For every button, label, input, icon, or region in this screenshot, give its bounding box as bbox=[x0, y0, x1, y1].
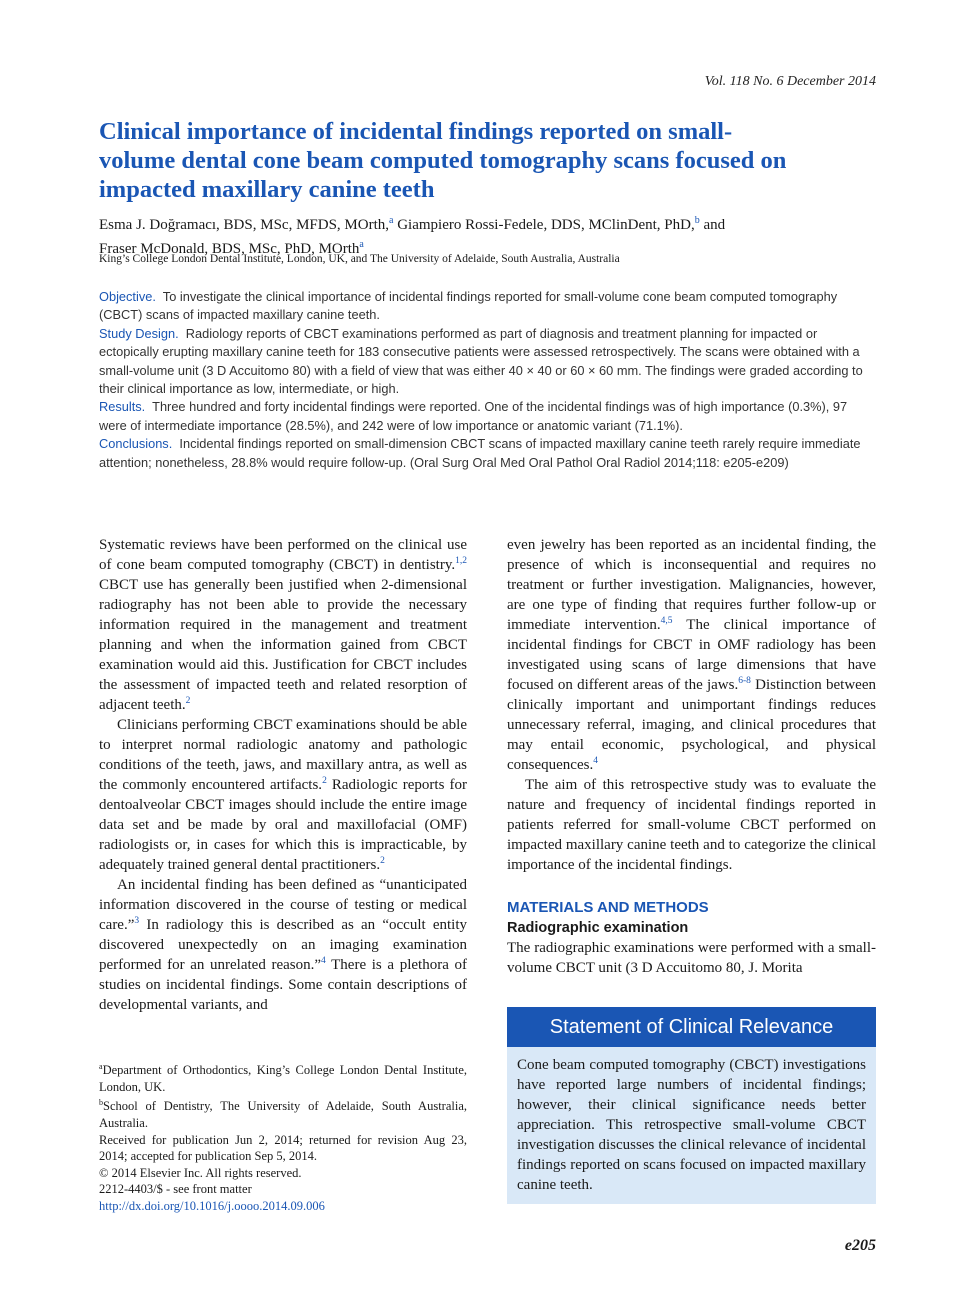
body-paragraph: The aim of this retrospective study was to evaluate the nature and frequency of incidental findings reported in patients referred for small-volume CBCT performed on impacted maxillary canine teeth and to categorize the clinical importance of the incidental findings. bbox=[507, 777, 876, 873]
received-dates: Received for publication Jun 2, 2014; returned for revision Aug 23, 2014; accepted for publication Sep 5, 2014. bbox=[99, 1132, 467, 1164]
body-text: even jewelry has been reported as an incidental finding, the presence of which is inconsequential and requires no treatment or further investigation. Malignancies, however, are one type of finding that requires further follow-up or immediate intervention. bbox=[507, 537, 876, 633]
body-text: Radiologic reports for dentoalveolar CBCT images should include the entire image data set and be made by oral and maxillofacial (OMF) radiologists or, in cases for which this is impracticable, by adequately trained general dental practitioners. bbox=[99, 777, 467, 873]
footnote-mark: a bbox=[99, 1062, 103, 1071]
copyright-line: © 2014 Elsevier Inc. All rights reserved. bbox=[99, 1165, 302, 1180]
journal-issue-info: Vol. 118 No. 6 December 2014 bbox=[704, 74, 876, 89]
citation-link[interactable]: 2 bbox=[380, 856, 385, 866]
abstract-results-label: Results. bbox=[99, 399, 146, 415]
body-text: Distinction between clinically important and unimportant findings reduces unnecessary referral, imaging, and clinical procedures that may entail economic, psychological, and physical consequences. bbox=[507, 677, 876, 773]
abstract-conclusions bbox=[99, 435, 876, 472]
author-3: Fraser McDonald, BDS, MSc, PhD, MOrth bbox=[99, 241, 360, 257]
section-heading: MATERIALS AND METHODS bbox=[507, 899, 709, 916]
footnote-mark: b bbox=[99, 1098, 103, 1108]
citation-link[interactable]: 2 bbox=[185, 696, 191, 706]
citation-link[interactable]: 3 bbox=[134, 916, 140, 926]
citation-link[interactable]: 4 bbox=[321, 956, 326, 966]
author-2-affiliation-mark[interactable]: b bbox=[694, 215, 700, 226]
body-column-left bbox=[99, 535, 467, 1015]
issn-line: 2212-4403/$ - see front matter bbox=[99, 1182, 252, 1197]
abstract-objective-text: To investigate the clinical importance of incidental findings reported for small-volume cone beam computed tomography (CBCT) scans of impacted maxillary canine teeth. bbox=[99, 289, 838, 323]
footnote-text: School of Dentistry, The University of Adelaide, South Australia, Australia. bbox=[99, 1099, 467, 1131]
body-text: The clinical importance of incidental findings for CBCT in OMF radiology has been investigated using scans of large dimensions that have focused on different areas of the jaws. bbox=[507, 617, 876, 693]
body-text: In radiology this is described as an “occult entity discovered unexpectedly on an imaging examination performed for an unrelated reason.” bbox=[99, 917, 467, 973]
doi-link[interactable]: http://dx.doi.org/10.1016/j.oooo.2014.09.006 bbox=[99, 1199, 325, 1214]
abstract-conclusions-text: Incidental findings reported on small-dimension CBCT scans of impacted maxillary canine teeth rarely require immediate attention; nonetheless, 28.8% would require follow-up. (Oral Surg Oral Med Oral Pathol Oral Radiol 2014;118: e205-e209) bbox=[99, 436, 861, 470]
body-text: There is a plethora of studies on incidental findings. Some contain descriptions of developmental variants, and bbox=[99, 957, 467, 1013]
abstract-objective-label: Objective. bbox=[99, 289, 156, 304]
abstract-study-design-text: Radiology reports of CBCT examinations performed as part of diagnosis and treatment planning for impacted or ectopically erupting maxillary canine teeth for 183 consecutive patients were assessed retrospectively. The scans were obtained with a small-volume unit (3 D Accuitomo 80) with a field of view that was either 40 × 40 or 60 × 60 mm. The findings were graded according to their clinical importance as low, intermediate, or high. bbox=[99, 325, 863, 397]
abstract-conclusions-label: Conclusions. bbox=[99, 436, 173, 452]
abstract bbox=[99, 288, 876, 472]
citation-link[interactable]: 6-8 bbox=[738, 676, 751, 686]
clinical-relevance-heading: Statement of Clinical Relevance bbox=[507, 1007, 876, 1047]
page-number: e205 bbox=[844, 1237, 876, 1254]
body-text: Clinicians performing CBCT examinations should be able to interpret normal radiologic anatomy and pathologic conditions of the teeth, jaws, and maxillary antra, as well as the commonly encountered artifacts. bbox=[99, 717, 467, 793]
abstract-results bbox=[99, 398, 876, 435]
citation-link[interactable]: 2 bbox=[322, 776, 327, 786]
institution-line: King’s College London Dental Institute, London, UK, and The University of Adelaide, South Australia, Australia bbox=[99, 253, 620, 265]
article-title: Clinical importance of incidental findings reported on small-volume dental cone beam computed tomography scans focused on impacted maxillary canine teeth bbox=[99, 118, 787, 203]
body-column-right bbox=[507, 535, 876, 978]
abstract-results-text: Three hundred and forty incidental findings were reported. One of the incidental findings was of high importance (0.3%), 97 were of intermediate importance (28.5%), and 242 were of low importance or anatomic variant (71.1%). bbox=[99, 399, 848, 433]
clinical-relevance-text: Cone beam computed tomography (CBCT) investigations have reported large numbers of incidental findings; however, their clinical significance needs better appreciation. This retrospective small-volume CBCT investigation discusses the clinical relevance of incidental findings reported on scans focused on impacted maxillary canine teeth. bbox=[517, 1057, 866, 1193]
body-paragraph: The radiographic examinations were performed with a small-volume CBCT unit (3 D Accuitomo 80, J. Morita bbox=[507, 940, 876, 976]
author-1-affiliation-mark[interactable]: a bbox=[389, 215, 394, 226]
body-paragraph bbox=[99, 715, 467, 875]
author-1: Esma J. Doğramacı, BDS, MSc, MFDS, MOrth, bbox=[99, 217, 390, 233]
abstract-study-design bbox=[99, 325, 876, 399]
author-2: Giampiero Rossi-Fedele, DDS, MClinDent, PhD, bbox=[393, 217, 695, 233]
footnotes bbox=[99, 1059, 467, 1215]
footnote-text: Department of Orthodontics, King’s College London Dental Institute, London, UK. bbox=[99, 1063, 467, 1094]
body-paragraph bbox=[99, 535, 467, 715]
author-3-affiliation-mark[interactable]: a bbox=[359, 239, 364, 250]
body-paragraph bbox=[99, 875, 467, 1015]
body-text: An incidental finding has been defined as “unanticipated information discovered in the course of testing or medical care.” bbox=[99, 877, 467, 933]
footnote-affiliation-a bbox=[99, 1059, 467, 1095]
clinical-relevance-box bbox=[507, 1007, 876, 1204]
body-paragraph bbox=[507, 535, 876, 775]
author-conjunction: and bbox=[699, 217, 726, 233]
citation-link[interactable]: 1,2 bbox=[455, 556, 467, 566]
citation-link[interactable]: 4 bbox=[593, 756, 598, 766]
citation-link[interactable]: 4,5 bbox=[660, 616, 673, 626]
abstract-study-design-label: Study Design. bbox=[99, 325, 179, 341]
footnote-affiliation-b bbox=[99, 1095, 467, 1131]
subsection-heading: Radiographic examination bbox=[507, 920, 689, 936]
abstract-objective bbox=[99, 288, 876, 325]
body-text: Systematic reviews have been performed on the clinical use of cone beam computed tomography (CBCT) in dentistry. bbox=[99, 537, 467, 573]
author-list bbox=[99, 211, 819, 259]
body-text: CBCT use has generally been justified when 2-dimensional radiography has not been able to provide the necessary information required in the management and treatment planning and when the information gained from CBCT examination would aid this. Justification for CBCT includes the assessment of impacted teeth and related resorption of adjacent teeth. bbox=[99, 577, 467, 713]
